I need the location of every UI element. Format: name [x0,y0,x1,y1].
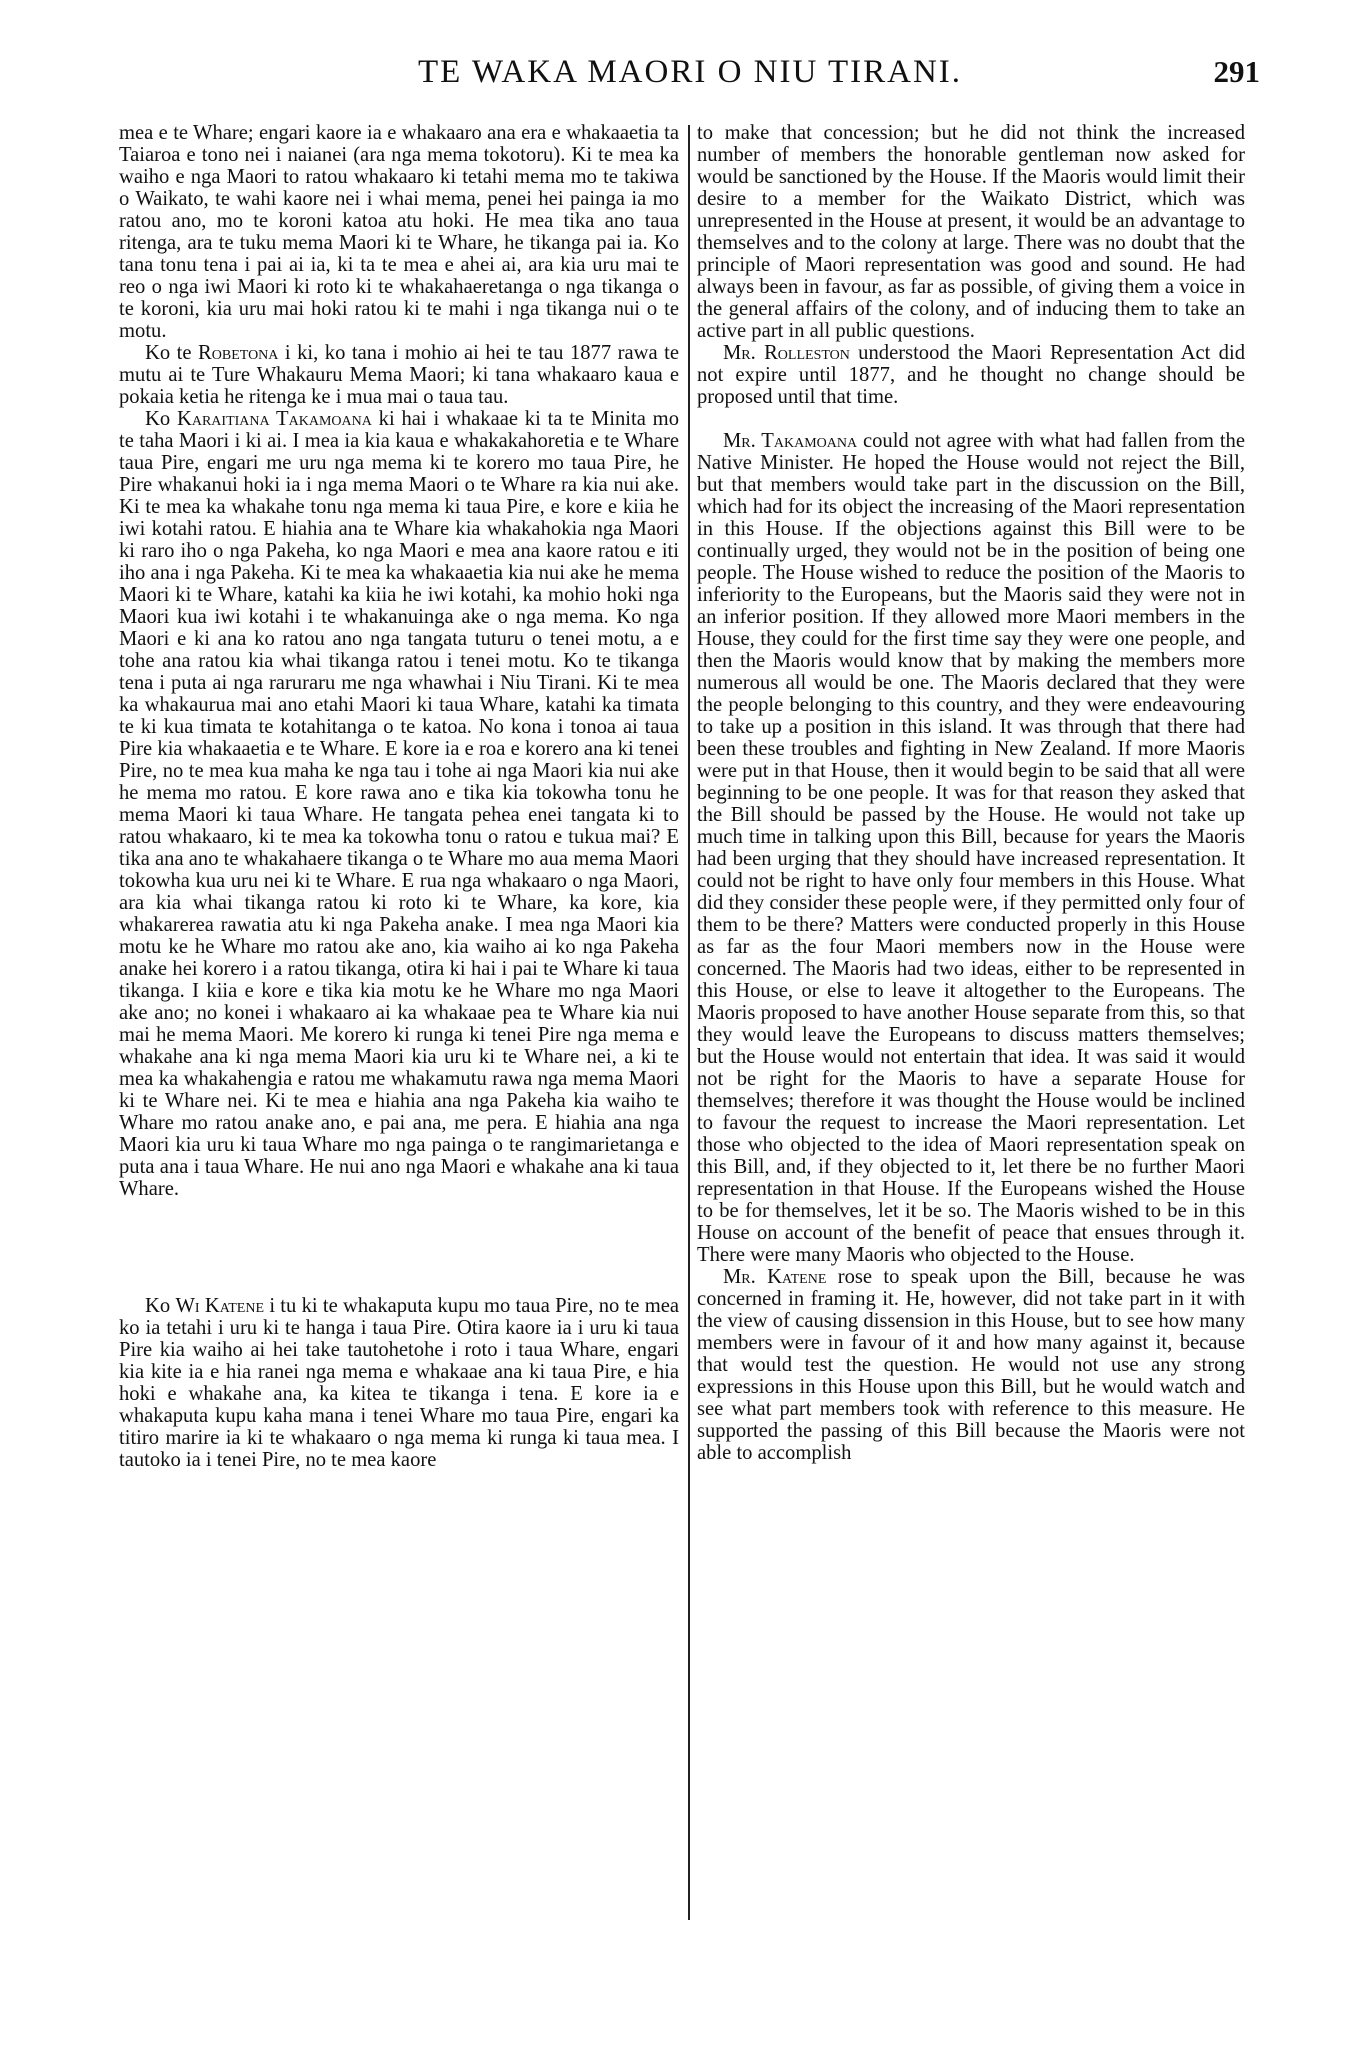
journal-title: TE WAKA MAORI O NIU TIRANI. [417,54,963,90]
speaker-name: Karaitiana Takamoana [176,408,372,430]
page-header [120,54,1260,104]
speaker-name: Mr. Rolleston [723,342,850,364]
paragraph: Ko Wi Katene i tu ki te whakaputa kupu mo taua Pire, no te mea ko ia tetahi i uru ki te hanga i taua Pire. Otira kaore ia i uru ki taua Pire kia waiho ai hei take tautohetohe i roto i taua Whare, engari kia kite ia e hia ranei nga mema e whakaae ana ki taua Pire, e hia hoki e whakahe ana, ka kitea te tikanga i tena. E kore ia e whakaputa kupu kaha mana i tenei Whare mo taua Pire, engari ka titiro marire ia ki te whakaaro o nga mema ki runga ki taua mea. I tautoko ia i tenei Pire, no te mea kaore [119,1295,679,1471]
column-divider [688,125,690,1920]
speaker-name: Wi Katene [175,1295,265,1317]
maori-text-column [119,122,679,1471]
paragraph: to make that concession; but he did not think the increased number of members the honorable gentleman now asked for would be sanctioned by the House. If the Maoris would limit their desire to a member for the Waikato District, which was unrepresented in the House at present, it would be an advantage to themselves and to the colony at large. There was no doubt that the principle of Maori representation was good and sound. He had always been in favour, as far as possible, of giving them a voice in the general affairs of the colony, and of inducing them to take an active part in all public questions. [697,122,1245,342]
speaker-name: Mr. Katene [723,1266,827,1288]
paragraph: mea e te Whare; engari kaore ia e whakaaro ana era e whakaaetia ta Taiaroa e tono nei i naianei (ara nga mema tokotoru). Ki te mea ka waiho e nga Maori to ratou whakaaro ki tetahi mema mo te takiwa o Waikato, te wahi kaore nei i whai mema, penei hei painga ia mo ratou ano, mo te koroni katoa atu hoki. He mea tika ano taua ritenga, ara te tuku mema Maori ki te Whare, he tikanga pai ia. Ko tana tonu tena i pai ai ia, ki ta te mea e ahei ai, ara kia uru mai te reo o nga iwi Maori ki roto ki te whakahaeretanga o nga tikanga o te koroni, kia uru mai hoki ratou ki te mahi i nga tikanga nui o te motu. [119,122,679,342]
paragraph: Mr. Rolleston understood the Maori Representation Act did not expire until 1877, and he thought no change should be proposed until that time. [697,342,1245,408]
paragraph: Mr. Takamoana could not agree with what had fallen from the Native Minister. He hoped the House would not reject the Bill, but that members would take part in the discussion on the Bill, which had for its object the increasing of the Maori representation in this House. If the objections against this Bill were to be continually urged, they would not be in the position of being one people. The House wished to reduce the position of the Maoris to inferiority to the Europeans, but the Maoris said they were not in an inferior position. If they allowed more Maori members in the House, they could for the first time say they were one people, and then the Maoris would know that by making the members more numerous all would be one. The Maoris declared that they were the people belonging to this country, and they were endeavouring to take up a position in this island. It was through that there had been these troubles and fighting in New Zealand. If more Maoris were put in that House, then it would begin to be said that all were beginning to be one people. It was for that reason they asked that the Bill should be passed by the House. He would not take up much time in talking upon this Bill, because for years the Maoris had been urging that they should have increased representation. It could not be right to have only four members in this House. What did they consider these people were, if they permitted only four of them to be there? Matters were conducted properly in this House as far as the four Maori members now in the House were concerned. The Maoris had two ideas, either to be represented in this House, or else to leave it altogether to the Europeans. The Maoris proposed to have another House separate from this, so that they would leave the Europeans to discuss matters themselves; but the House would not entertain that idea. It was said it would not be right for the Maoris to have a separate House for themselves; therefore it was thought the House would be inclined to favour the request to increase the Maori representation. Let those who objected to the idea of Maori representation speak on this Bill, and, if they objected to it, let there be no further Maori representation in that House. If the Europeans wished the House to be for themselves, let it be so. The Maoris wished to be in this House on account of the benefit of peace that ensues through it. There were many Maoris who objected to the House. [697,430,1245,1266]
speaker-name: Robetona [198,342,279,364]
page-number: 291 [1213,54,1260,89]
paragraph: Ko Karaitiana Takamoana ki hai i whakaae ki ta te Minita mo te taha Maori i ki ai. I mea ia kia kaua e whakakahoretia e te Whare taua Pire, engari me uru nga mema ki te korero mo taua Pire, he Pire whakanui hoki ia i nga mema Maori o te Whare ra kia nui ake. Ki te mea ka whakahe tonu nga mema ki taua Pire, e kore e kiia he iwi kotahi ratou. E hiahia ana te Whare kia whakahokia nga Maori ki raro iho o nga Pakeha, ko nga Maori e mea ana kaore ratou e iti iho ana i nga Pakeha. Ki te mea ka whakaaetia kia nui ake he mema Maori ki te Whare, katahi ka kiia he iwi kotahi, ka mohio hoki nga Maori kua iwi kotahi i te whakanuinga ake o nga mema. Ko nga Maori e ki ana ko ratou ano nga tangata tuturu o tenei motu, a e tohe ana ratou kia whai tikanga ratou i tenei motu. Ko te tikanga tena i puta ai nga raruraru me nga whawhai i Niu Tirani. Ki te mea ka whakaurua mai ano etahi Maori ki taua Whare, katahi ka timata te ki kua timata te kotahitanga o te katoa. No kona i tonoa ai taua Pire kia whakaaetia e te Whare. E kore ia e roa e korero ana ki tenei Pire, no te mea kua maha ke nga tau i tohe ai nga Maori kia nui ake he mema mo ratou. E kore rawa ano e tika kia tokowha tonu he mema Maori ki taua Whare. He tangata pehea enei tangata ki to ratou whakaaro, ki te mea ka tokowha tonu o ratou e tukua mai? E tika ana ano te whakahaere tikanga o te Whare mo aua mema Maori tokowha kua uru nei ki te Whare. E rua nga whakaaro o nga Maori, ara kia whai tikanga ratou ki roto ki te Whare, ka kore, kia whakarerea rawatia atu ki nga Pakeha anake. I mea nga Maori kia motu ke he Whare mo ratou ake ano, kia waiho ai ko nga Pakeha anake hei korero i a ratou tikanga, otira ki hai i pai te Whare ki taua tikanga. I kiia e kore e tika kia motu ke he Whare mo nga Maori ake ano; no konei i whakaaro ai ka whakaae pea te Whare kia nui mai he mema Maori. Me korero ki runga ki tenei Pire nga mema e whakahe ana ki nga mema Maori kia uru ki te Whare nei, a ki te mea ka whakahengia e ratou me whakamutu rawa nga mema Maori ki te Whare nei. Ki te mea e hiahia ana nga Pakeha kia waiho te Whare mo ratou anake ano, e pai ana, me pera. E hiahia ana nga Maori kia uru ki taua Whare mo nga painga o te rangimarietanga e puta ana i taua Whare. He nui ano nga Maori e whakahe ana ki taua Whare. [119,408,679,1200]
paragraph: Mr. Katene rose to speak upon the Bill, because he was concerned in framing it. He, however, did not take part in it with the view of causing dissension in this House, but to see how many members were in favour of it and how many against it, because that would test the question. He would not use any strong expressions in this House upon this Bill, but he would watch and see what part members took with reference to this measure. He supported the passing of this Bill because the Maoris were not able to accomplish [697,1266,1245,1464]
speaker-name: Mr. Takamoana [723,430,858,452]
english-text-column [697,122,1245,1464]
paragraph: Ko te Robetona i ki, ko tana i mohio ai hei te tau 1877 rawa te mutu ai te Ture Whakauru Mema Maori; ki tana whakaaro kaua e pokaia ketia he ritenga ke i mua mai o taua tau. [119,342,679,408]
